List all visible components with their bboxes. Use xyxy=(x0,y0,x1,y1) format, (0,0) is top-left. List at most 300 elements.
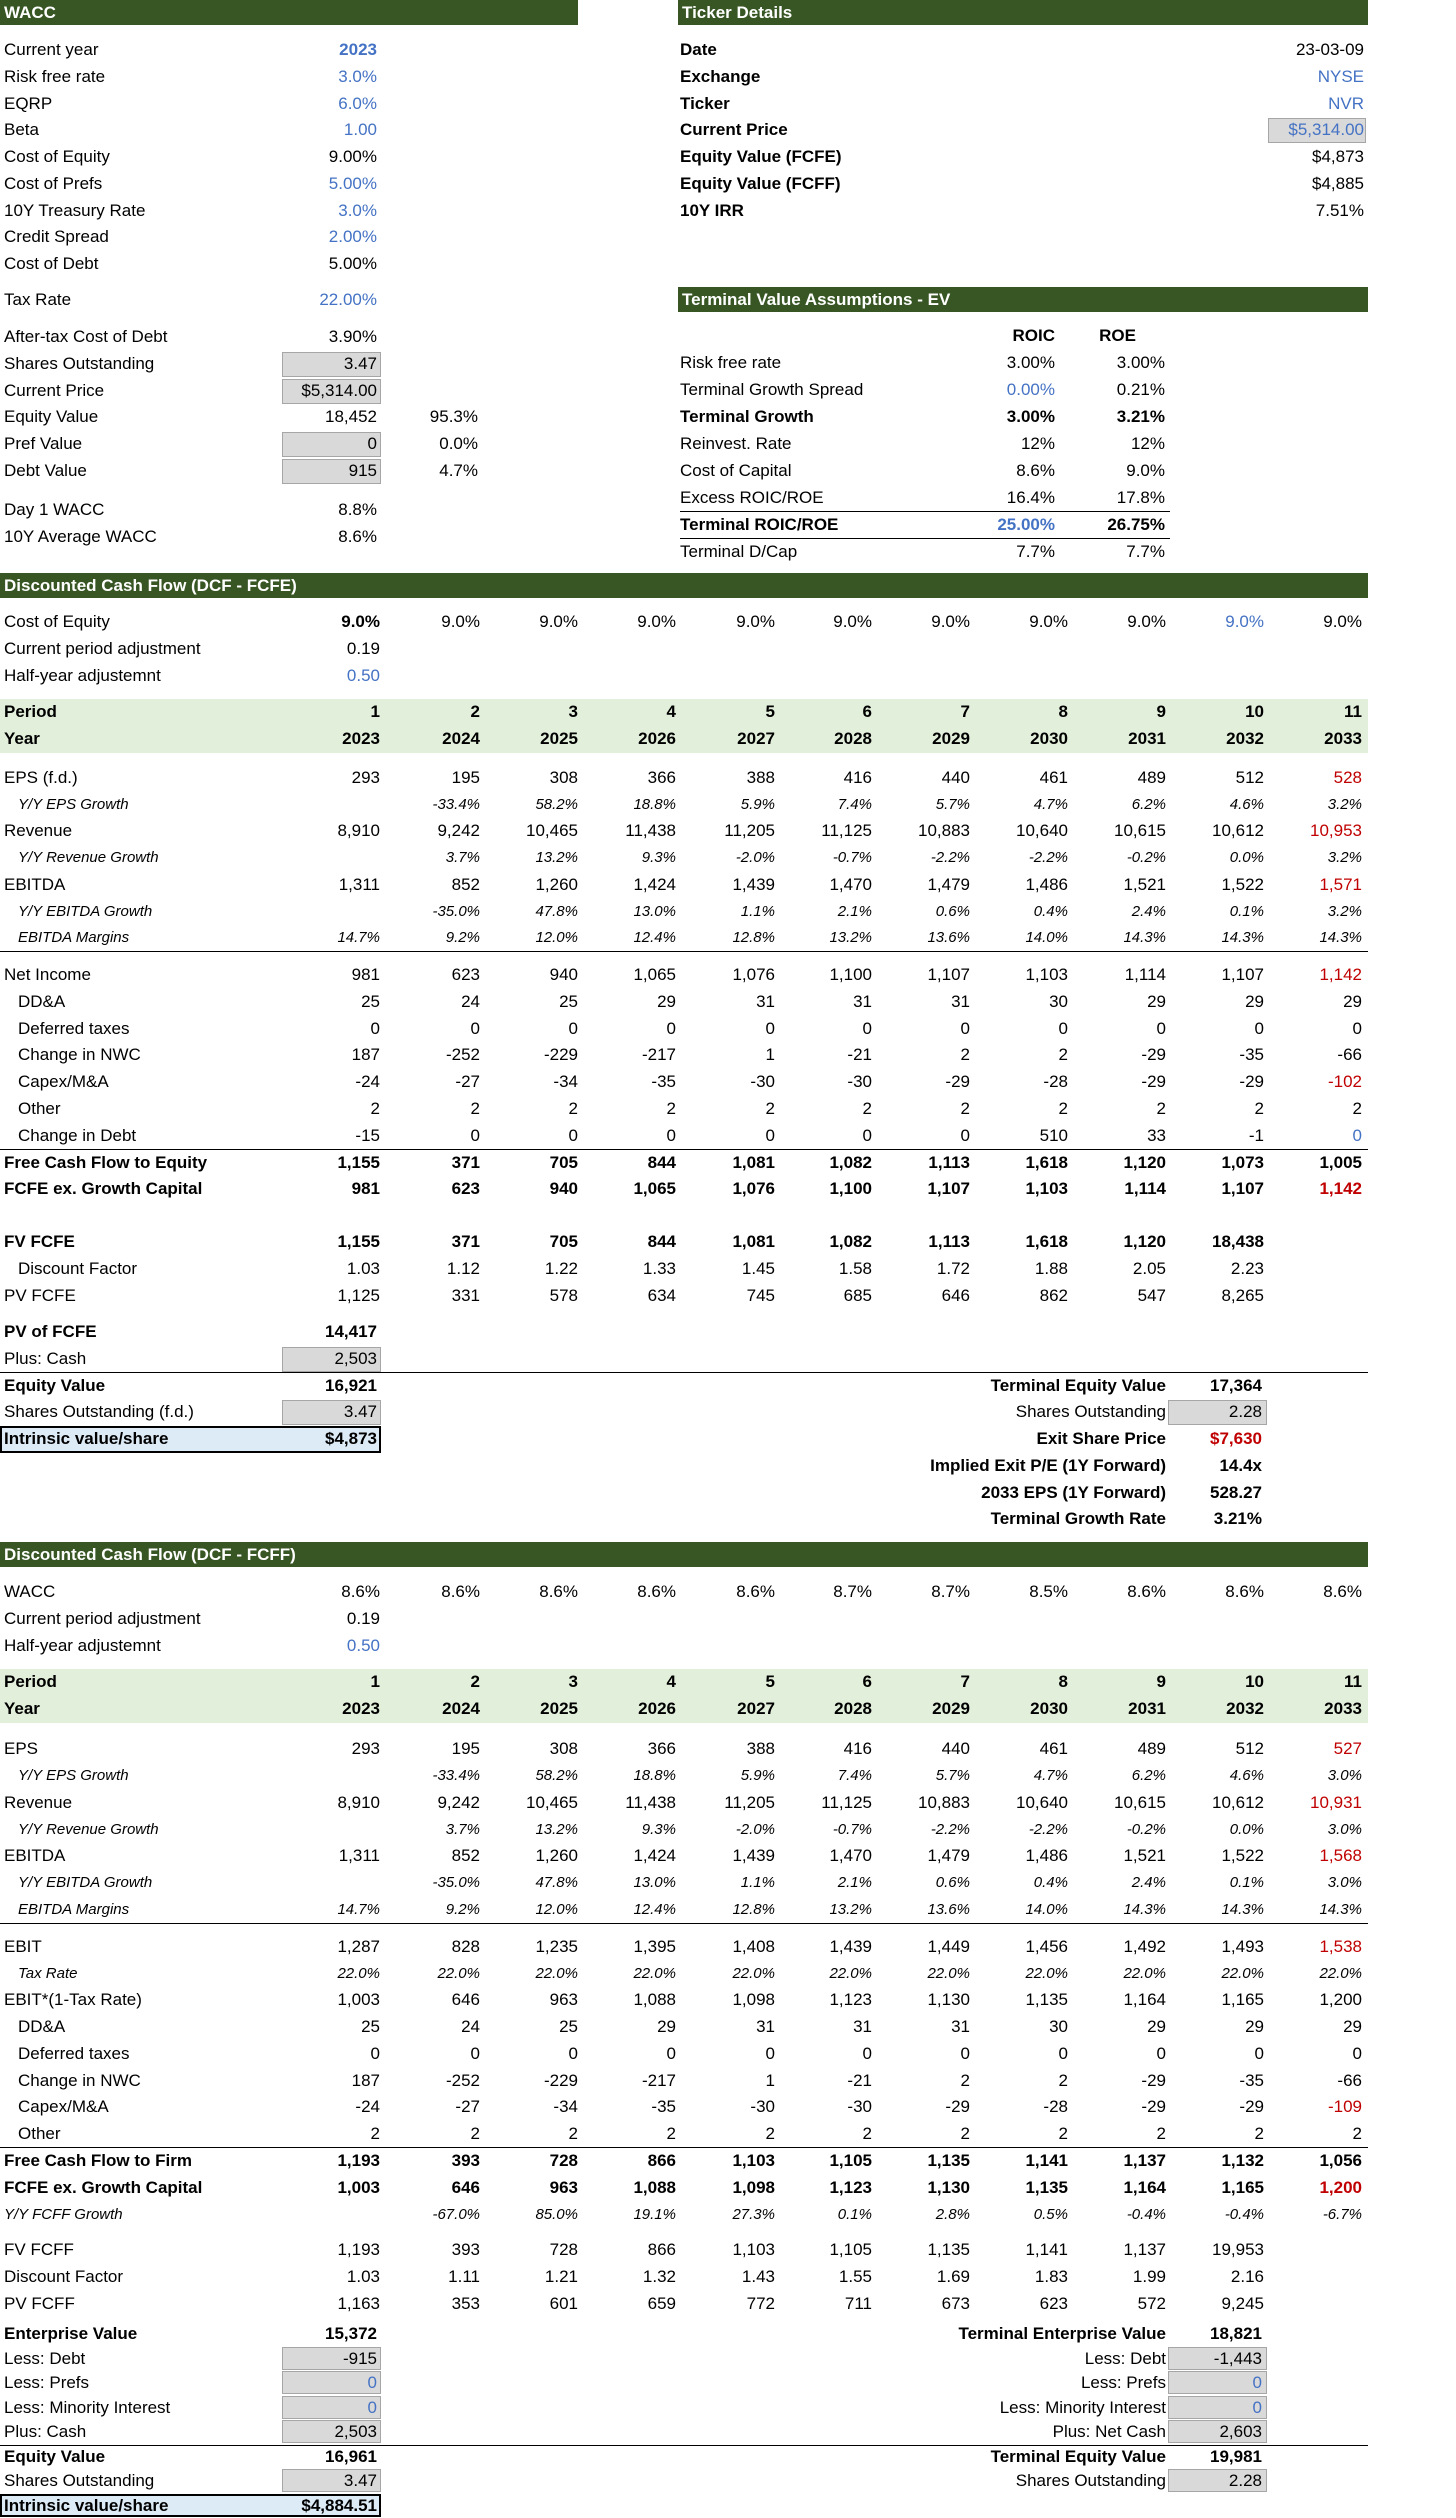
value-cell[interactable]: 1 xyxy=(370,1672,380,1691)
tv-roe-value[interactable]: 17.8% xyxy=(1116,488,1165,507)
value-cell[interactable]: 0.0% xyxy=(1229,849,1264,866)
value-cell[interactable]: 0 xyxy=(666,2044,676,2063)
value-cell[interactable]: 11,125 xyxy=(821,1793,872,1812)
value-cell[interactable]: 3.7% xyxy=(445,849,480,866)
value-cell[interactable]: 2023 xyxy=(342,729,380,748)
value-cell[interactable]: 1.1% xyxy=(740,903,775,920)
value-cell[interactable]: 8.6% xyxy=(441,1582,480,1601)
value-cell[interactable]: 416 xyxy=(843,768,872,787)
value-cell[interactable]: 5.9% xyxy=(740,796,775,813)
value-cell[interactable]: 25 xyxy=(559,992,578,1011)
value-cell[interactable]: 2 xyxy=(1058,1045,1068,1064)
value-cell[interactable]: -67.0% xyxy=(432,2206,480,2223)
value-cell[interactable]: 1.03 xyxy=(346,2267,380,2286)
terminal-value[interactable]: 0 xyxy=(1252,2373,1262,2392)
value-cell[interactable]: 1.72 xyxy=(936,1259,970,1278)
value-cell[interactable]: 0.19 xyxy=(346,1609,380,1628)
value-cell[interactable]: -34 xyxy=(553,2097,578,2116)
value-cell[interactable]: 29 xyxy=(657,992,676,1011)
value-cell[interactable]: 22.0% xyxy=(1123,1965,1166,1982)
value-cell[interactable]: 11,125 xyxy=(821,821,872,840)
value-cell[interactable]: 6.2% xyxy=(1131,1767,1166,1784)
value-cell[interactable]: 13.0% xyxy=(633,1874,676,1891)
value-cell[interactable]: -29 xyxy=(1141,1045,1166,1064)
ticker-value[interactable]: 23-03-09 xyxy=(1295,40,1364,59)
value-cell[interactable]: 1,538 xyxy=(1319,1937,1362,1956)
value-cell[interactable]: 14.0% xyxy=(1025,1901,1068,1918)
value-cell[interactable]: -1 xyxy=(1248,1126,1264,1145)
value-cell[interactable]: 0 xyxy=(1352,1019,1362,1038)
tv-roe-value[interactable]: 26.75% xyxy=(1107,515,1165,534)
terminal-value[interactable]: 17,364 xyxy=(1210,1376,1262,1395)
value-cell[interactable]: 1,395 xyxy=(633,1937,676,1956)
value-cell[interactable]: 30 xyxy=(1049,992,1068,1011)
wacc-value[interactable]: 6.0% xyxy=(338,94,377,113)
tv-roe-value[interactable]: 3.21% xyxy=(1116,407,1165,426)
value-cell[interactable]: 2 xyxy=(765,1099,775,1118)
value-cell[interactable]: 1,521 xyxy=(1123,875,1166,894)
value-cell[interactable]: 0.5% xyxy=(1033,2206,1068,2223)
value-cell[interactable]: 646 xyxy=(451,2178,480,2197)
value-cell[interactable]: 1.32 xyxy=(642,2267,676,2286)
value-cell[interactable]: 22.0% xyxy=(927,1965,970,1982)
value-cell[interactable]: -34 xyxy=(553,1072,578,1091)
value-cell[interactable]: 623 xyxy=(451,1179,480,1198)
value-cell[interactable]: 3 xyxy=(568,1672,578,1691)
value-cell[interactable]: 1,486 xyxy=(1025,1846,1068,1865)
value-cell[interactable]: 10,883 xyxy=(918,1793,970,1812)
value-cell[interactable]: 24 xyxy=(461,2017,480,2036)
value-cell[interactable]: 29 xyxy=(1245,2017,1264,2036)
value-cell[interactable]: 489 xyxy=(1137,1739,1166,1758)
value-cell[interactable]: 1,618 xyxy=(1025,1232,1068,1251)
value-cell[interactable]: 10,615 xyxy=(1114,821,1166,840)
value-cell[interactable]: 1,165 xyxy=(1221,1990,1264,2009)
value-cell[interactable]: 1,107 xyxy=(1221,1179,1264,1198)
value-cell[interactable]: 1,193 xyxy=(337,2151,380,2170)
summary-value[interactable]: 16,961 xyxy=(325,2446,377,2466)
value-cell[interactable]: -29 xyxy=(945,1072,970,1091)
value-cell[interactable]: 14.3% xyxy=(1319,929,1362,946)
value-cell[interactable]: 1,100 xyxy=(829,1179,872,1198)
tv-roic-value[interactable]: 25.00% xyxy=(997,515,1055,534)
value-cell[interactable]: 388 xyxy=(746,1739,775,1758)
wacc-value[interactable]: 3.0% xyxy=(338,201,377,220)
value-cell[interactable]: 9.3% xyxy=(641,849,676,866)
ticker-value[interactable]: NYSE xyxy=(1317,67,1364,86)
value-cell[interactable]: 572 xyxy=(1137,2294,1166,2313)
value-cell[interactable]: 844 xyxy=(647,1153,676,1172)
value-cell[interactable]: 12.0% xyxy=(535,1901,578,1918)
value-cell[interactable]: 1,113 xyxy=(928,1153,970,1172)
value-cell[interactable]: -27 xyxy=(455,1072,480,1091)
wacc-value[interactable]: 3.47 xyxy=(343,354,377,373)
wacc-value[interactable]: 915 xyxy=(348,461,377,480)
value-cell[interactable]: 25 xyxy=(361,992,380,1011)
value-cell[interactable]: 29 xyxy=(1245,992,1264,1011)
value-cell[interactable]: 0.4% xyxy=(1033,903,1068,920)
value-cell[interactable]: 2030 xyxy=(1030,729,1068,748)
value-cell[interactable]: 10,640 xyxy=(1016,821,1068,840)
value-cell[interactable]: 852 xyxy=(451,1846,480,1865)
value-cell[interactable]: 4.6% xyxy=(1229,796,1264,813)
value-cell[interactable]: 1,137 xyxy=(1123,2240,1166,2259)
wacc-value[interactable]: 8.6% xyxy=(338,527,377,546)
value-cell[interactable]: 393 xyxy=(451,2151,480,2170)
value-cell[interactable] xyxy=(285,1763,380,1789)
value-cell[interactable]: 29 xyxy=(1147,2017,1166,2036)
value-cell[interactable]: 1.88 xyxy=(1034,1259,1068,1278)
value-cell[interactable]: 0.6% xyxy=(935,903,970,920)
value-cell[interactable]: 33 xyxy=(1147,1126,1166,1145)
value-cell[interactable]: 9.0% xyxy=(833,612,872,631)
value-cell[interactable]: 308 xyxy=(549,768,578,787)
wacc-value[interactable]: 22.00% xyxy=(319,290,377,309)
value-cell[interactable]: 2 xyxy=(765,2124,775,2143)
value-cell[interactable]: 461 xyxy=(1039,1739,1068,1758)
value-cell[interactable]: 10,640 xyxy=(1016,1793,1068,1812)
summary-value[interactable]: 3.47 xyxy=(343,1402,377,1421)
value-cell[interactable]: 11,205 xyxy=(724,1793,775,1812)
value-cell[interactable]: 14.3% xyxy=(1221,929,1264,946)
value-cell[interactable]: 2 xyxy=(960,2124,970,2143)
value-cell[interactable]: 0 xyxy=(568,2044,578,2063)
value-cell[interactable]: 58.2% xyxy=(535,796,578,813)
value-cell[interactable]: 461 xyxy=(1039,768,1068,787)
value-cell[interactable]: 0 xyxy=(470,1019,480,1038)
value-cell[interactable]: -24 xyxy=(355,2097,380,2116)
value-cell[interactable]: 331 xyxy=(451,1286,480,1305)
value-cell[interactable]: 3.0% xyxy=(1327,1767,1362,1784)
tv-roe-value[interactable]: 7.7% xyxy=(1126,542,1165,561)
value-cell[interactable]: 13.2% xyxy=(829,929,872,946)
value-cell[interactable]: 1,260 xyxy=(535,1846,578,1865)
value-cell[interactable]: 1,311 xyxy=(338,875,380,894)
value-cell[interactable]: 1,479 xyxy=(927,875,970,894)
value-cell[interactable]: 7.4% xyxy=(837,1767,872,1784)
ticker-value[interactable]: $5,314.00 xyxy=(1288,120,1364,139)
value-cell[interactable]: 2 xyxy=(1156,1099,1166,1118)
value-cell[interactable]: 1.55 xyxy=(838,2267,872,2286)
value-cell[interactable]: 14.7% xyxy=(337,1901,380,1918)
value-cell[interactable]: -102 xyxy=(1327,1072,1362,1091)
value-cell[interactable]: 0 xyxy=(1352,1126,1362,1145)
value-cell[interactable]: 10,612 xyxy=(1212,821,1264,840)
terminal-value[interactable]: 3.21% xyxy=(1213,1509,1262,1528)
value-cell[interactable]: 685 xyxy=(843,1286,872,1305)
value-cell[interactable]: 2.1% xyxy=(837,903,872,920)
value-cell[interactable]: -35 xyxy=(1239,1045,1264,1064)
value-cell[interactable]: -229 xyxy=(543,2071,578,2090)
value-cell[interactable]: 8.6% xyxy=(341,1582,380,1601)
summary-value[interactable]: -915 xyxy=(342,2348,377,2368)
value-cell[interactable]: 0.6% xyxy=(935,1874,970,1891)
value-cell[interactable]: 6 xyxy=(862,702,872,721)
tv-roic-value[interactable]: 3.00% xyxy=(1006,353,1055,372)
tv-roe-value[interactable]: 3.00% xyxy=(1116,353,1165,372)
value-cell[interactable]: 13.6% xyxy=(927,929,970,946)
value-cell[interactable]: 1,522 xyxy=(1221,1846,1264,1865)
value-cell[interactable]: 2 xyxy=(568,2124,578,2143)
value-cell[interactable]: 1,200 xyxy=(1319,1990,1362,2009)
value-cell[interactable]: 6 xyxy=(862,1672,872,1691)
value-cell[interactable]: 9.0% xyxy=(637,612,676,631)
value-cell[interactable]: 8,265 xyxy=(1221,1286,1264,1305)
value-cell[interactable]: 10,615 xyxy=(1114,1793,1166,1812)
value-cell[interactable]: 0 xyxy=(960,1019,970,1038)
value-cell[interactable]: 1,141 xyxy=(1025,2240,1068,2259)
value-cell[interactable]: 393 xyxy=(451,2240,480,2259)
value-cell[interactable]: 1,155 xyxy=(337,1232,380,1251)
value-cell[interactable]: 9.0% xyxy=(1323,612,1362,631)
value-cell[interactable]: 0.19 xyxy=(346,639,380,658)
value-cell[interactable]: 12.0% xyxy=(535,929,578,946)
summary-value[interactable]: 16,921 xyxy=(325,1376,377,1395)
value-cell[interactable]: 1,571 xyxy=(1319,875,1362,894)
value-cell[interactable]: 0.1% xyxy=(837,2206,872,2223)
value-cell[interactable]: 0 xyxy=(862,1019,872,1038)
value-cell[interactable]: 1,103 xyxy=(732,2151,775,2170)
value-cell[interactable]: 1,164 xyxy=(1123,1990,1166,2009)
value-cell[interactable]: -35 xyxy=(1239,2071,1264,2090)
value-cell[interactable]: 1,135 xyxy=(927,2240,970,2259)
value-cell[interactable]: 828 xyxy=(451,1937,480,1956)
value-cell[interactable]: 4.7% xyxy=(1033,1767,1068,1784)
value-cell[interactable]: 2 xyxy=(1352,1099,1362,1118)
value-cell[interactable]: 1,132 xyxy=(1221,2151,1264,2170)
terminal-value[interactable]: 2.28 xyxy=(1228,1402,1262,1421)
value-cell[interactable]: 1,479 xyxy=(927,1846,970,1865)
value-cell[interactable]: 2 xyxy=(862,2124,872,2143)
value-cell[interactable]: 2029 xyxy=(932,1699,970,1718)
value-cell[interactable]: 728 xyxy=(549,2240,578,2259)
value-cell[interactable]: 0 xyxy=(1254,2044,1264,2063)
value-cell[interactable]: 440 xyxy=(941,768,970,787)
value-cell[interactable]: -35 xyxy=(651,2097,676,2116)
value-cell[interactable]: 9.2% xyxy=(445,929,480,946)
value-cell[interactable]: 195 xyxy=(451,1739,480,1758)
value-cell[interactable]: 2.4% xyxy=(1131,903,1166,920)
value-cell[interactable]: -21 xyxy=(847,1045,872,1064)
value-cell[interactable]: 0 xyxy=(470,1126,480,1145)
value-cell[interactable]: 852 xyxy=(451,875,480,894)
value-cell[interactable]: 1,165 xyxy=(1221,2178,1264,2197)
value-cell[interactable]: 8.7% xyxy=(833,1582,872,1601)
value-cell[interactable]: 711 xyxy=(844,2294,872,2313)
value-cell[interactable]: 9.0% xyxy=(539,612,578,631)
value-cell[interactable]: -29 xyxy=(1141,2071,1166,2090)
value-cell[interactable]: 862 xyxy=(1039,1286,1068,1305)
value-cell[interactable]: 1,130 xyxy=(927,2178,970,2197)
value-cell[interactable]: 2033 xyxy=(1324,1699,1362,1718)
ticker-value[interactable]: $4,873 xyxy=(1312,147,1364,166)
summary-value[interactable]: 15,372 xyxy=(325,2324,377,2343)
value-cell[interactable]: 58.2% xyxy=(535,1767,578,1784)
wacc-value[interactable]: 8.8% xyxy=(338,500,377,519)
value-cell[interactable]: -6.7% xyxy=(1322,2206,1362,2223)
value-cell[interactable]: 2026 xyxy=(638,1699,676,1718)
value-cell[interactable]: 866 xyxy=(647,2151,676,2170)
value-cell[interactable]: 8.5% xyxy=(1029,1582,1068,1601)
value-cell[interactable]: 512 xyxy=(1235,1739,1264,1758)
value-cell[interactable]: 13.2% xyxy=(535,849,578,866)
terminal-value[interactable]: 18,821 xyxy=(1210,2324,1262,2343)
value-cell[interactable]: 1,155 xyxy=(337,1153,380,1172)
value-cell[interactable]: 10,465 xyxy=(526,1793,578,1812)
value-cell[interactable]: 10,465 xyxy=(526,821,578,840)
value-cell[interactable]: 1,056 xyxy=(1319,2151,1362,2170)
value-cell[interactable]: 14.3% xyxy=(1319,1901,1362,1918)
value-cell[interactable]: 19.1% xyxy=(633,2206,676,2223)
value-cell[interactable]: 2027 xyxy=(737,1699,775,1718)
value-cell[interactable]: 1,098 xyxy=(732,1990,775,2009)
value-cell[interactable]: 5.7% xyxy=(935,796,970,813)
value-cell[interactable]: -35.0% xyxy=(432,903,480,920)
value-cell[interactable]: 1,311 xyxy=(338,1846,380,1865)
value-cell[interactable]: 0.50 xyxy=(346,1636,380,1655)
value-cell[interactable]: 1,103 xyxy=(1025,965,1068,984)
tv-roe-value[interactable]: 12% xyxy=(1130,434,1165,453)
value-cell[interactable]: 1,081 xyxy=(732,1232,775,1251)
value-cell[interactable]: -21 xyxy=(847,2071,872,2090)
value-cell[interactable]: -2.0% xyxy=(735,849,775,866)
value-cell[interactable]: 9,242 xyxy=(437,1793,480,1812)
value-cell[interactable]: 1 xyxy=(765,2071,775,2090)
value-cell[interactable]: 11,438 xyxy=(625,1793,676,1812)
value-cell[interactable]: 1,081 xyxy=(732,1153,775,1172)
tv-roic-value[interactable]: 3.00% xyxy=(1006,407,1055,426)
value-cell[interactable]: 22.0% xyxy=(732,1965,775,1982)
value-cell[interactable]: 963 xyxy=(549,2178,578,2197)
value-cell[interactable]: 29 xyxy=(1147,992,1166,1011)
value-cell[interactable]: 1,424 xyxy=(633,1846,676,1865)
value-cell[interactable]: 0.1% xyxy=(1229,903,1264,920)
value-cell[interactable]: 866 xyxy=(647,2240,676,2259)
value-cell[interactable]: 1,073 xyxy=(1221,1153,1264,1172)
value-cell[interactable]: 2 xyxy=(1058,1099,1068,1118)
ticker-value[interactable]: 7.51% xyxy=(1315,201,1364,220)
value-cell[interactable]: -252 xyxy=(445,2071,480,2090)
value-cell[interactable]: 844 xyxy=(647,1232,676,1251)
tv-roic-value[interactable]: 12% xyxy=(1020,434,1055,453)
value-cell[interactable]: 24 xyxy=(461,992,480,1011)
value-cell[interactable]: 3.2% xyxy=(1327,796,1362,813)
value-cell[interactable]: 2 xyxy=(568,1099,578,1118)
value-cell[interactable]: 22.0% xyxy=(829,1965,872,1982)
value-cell[interactable]: 31 xyxy=(756,2017,775,2036)
value-cell[interactable]: 623 xyxy=(1039,2294,1068,2313)
value-cell[interactable]: 634 xyxy=(647,1286,676,1305)
value-cell[interactable]: 85.0% xyxy=(535,2206,578,2223)
value-cell[interactable]: -0.4% xyxy=(1126,2206,1166,2223)
value-cell[interactable]: 1,408 xyxy=(732,1937,775,1956)
value-cell[interactable]: -30 xyxy=(750,2097,775,2116)
value-cell[interactable]: 2 xyxy=(1352,2124,1362,2143)
value-cell[interactable]: 3 xyxy=(568,702,578,721)
value-cell[interactable]: 1.03 xyxy=(346,1259,380,1278)
tv-roic-value[interactable]: 8.6% xyxy=(1016,461,1055,480)
value-cell[interactable]: 489 xyxy=(1137,768,1166,787)
value-cell[interactable]: 5 xyxy=(765,1672,775,1691)
value-cell[interactable]: -30 xyxy=(847,2097,872,2116)
value-cell[interactable]: 705 xyxy=(549,1153,578,1172)
value-cell[interactable]: 1,449 xyxy=(927,1937,970,1956)
wacc-value[interactable]: 5.00% xyxy=(328,174,377,193)
value-cell[interactable]: 25 xyxy=(361,2017,380,2036)
value-cell[interactable]: 2.23 xyxy=(1230,1259,1264,1278)
value-cell[interactable]: 2033 xyxy=(1324,729,1362,748)
value-cell[interactable]: 308 xyxy=(549,1739,578,1758)
value-cell[interactable]: 1,005 xyxy=(1319,1153,1362,1172)
value-cell[interactable]: -35 xyxy=(651,1072,676,1091)
value-cell[interactable]: 940 xyxy=(549,965,578,984)
value-cell[interactable]: 10 xyxy=(1245,1672,1264,1691)
value-cell[interactable]: 371 xyxy=(451,1153,480,1172)
value-cell[interactable]: 371 xyxy=(451,1232,480,1251)
value-cell[interactable]: -30 xyxy=(847,1072,872,1091)
value-cell[interactable]: 0 xyxy=(862,1126,872,1145)
value-cell[interactable]: 0 xyxy=(765,1126,775,1145)
value-cell[interactable]: 1,287 xyxy=(337,1937,380,1956)
value-cell[interactable]: 9,242 xyxy=(437,821,480,840)
value-cell[interactable]: 1,137 xyxy=(1123,2151,1166,2170)
summary-value[interactable]: 3.47 xyxy=(343,2471,377,2490)
value-cell[interactable]: 0 xyxy=(666,1126,676,1145)
value-cell[interactable]: 2 xyxy=(1058,2124,1068,2143)
value-cell[interactable]: 2025 xyxy=(540,1699,578,1718)
value-cell[interactable]: 1,088 xyxy=(633,2178,676,2197)
wacc-value[interactable]: 3.90% xyxy=(328,327,377,346)
value-cell[interactable]: 1,141 xyxy=(1025,2151,1068,2170)
value-cell[interactable]: 22.0% xyxy=(1319,1965,1362,1982)
value-cell[interactable]: 22.0% xyxy=(1025,1965,1068,1982)
value-cell[interactable]: 1,470 xyxy=(829,1846,872,1865)
wacc-value[interactable]: $5,314.00 xyxy=(301,381,377,400)
value-cell[interactable]: -28 xyxy=(1043,1072,1068,1091)
value-cell[interactable]: 8,910 xyxy=(337,821,380,840)
value-cell[interactable]: 31 xyxy=(951,2017,970,2036)
value-cell[interactable]: -109 xyxy=(1327,2097,1362,2116)
value-cell[interactable]: 0 xyxy=(765,1019,775,1038)
value-cell[interactable]: 366 xyxy=(647,768,676,787)
value-cell[interactable]: 1 xyxy=(765,1045,775,1064)
value-cell[interactable]: 1,107 xyxy=(927,1179,970,1198)
value-cell[interactable]: 2 xyxy=(960,1045,970,1064)
value-cell[interactable]: 10,612 xyxy=(1212,1793,1264,1812)
value-cell[interactable]: 13.2% xyxy=(829,1901,872,1918)
value-cell[interactable]: 1,493 xyxy=(1221,1937,1264,1956)
value-cell[interactable]: 1.11 xyxy=(448,2267,480,2286)
value-cell[interactable]: 1,193 xyxy=(337,2240,380,2259)
value-cell[interactable]: -0.7% xyxy=(832,1821,872,1838)
value-cell[interactable]: 31 xyxy=(951,992,970,1011)
value-cell[interactable]: 646 xyxy=(451,1990,480,2009)
terminal-value[interactable]: 14.4x xyxy=(1219,1456,1262,1475)
value-cell[interactable]: 1,065 xyxy=(633,965,676,984)
value-cell[interactable]: 14.0% xyxy=(1025,929,1068,946)
value-cell[interactable]: 1,082 xyxy=(829,1232,872,1251)
terminal-value[interactable]: 19,981 xyxy=(1210,2446,1262,2466)
value-cell[interactable]: 12.4% xyxy=(633,929,676,946)
terminal-value[interactable]: 528.27 xyxy=(1210,1483,1262,1502)
value-cell[interactable]: 7 xyxy=(960,1672,970,1691)
value-cell[interactable]: 3.2% xyxy=(1327,849,1362,866)
value-cell[interactable]: 2028 xyxy=(834,1699,872,1718)
value-cell[interactable]: -0.4% xyxy=(1224,2206,1264,2223)
value-cell[interactable]: 646 xyxy=(941,1286,970,1305)
value-cell[interactable]: 0 xyxy=(960,1126,970,1145)
value-cell[interactable]: 1.12 xyxy=(446,1259,480,1278)
